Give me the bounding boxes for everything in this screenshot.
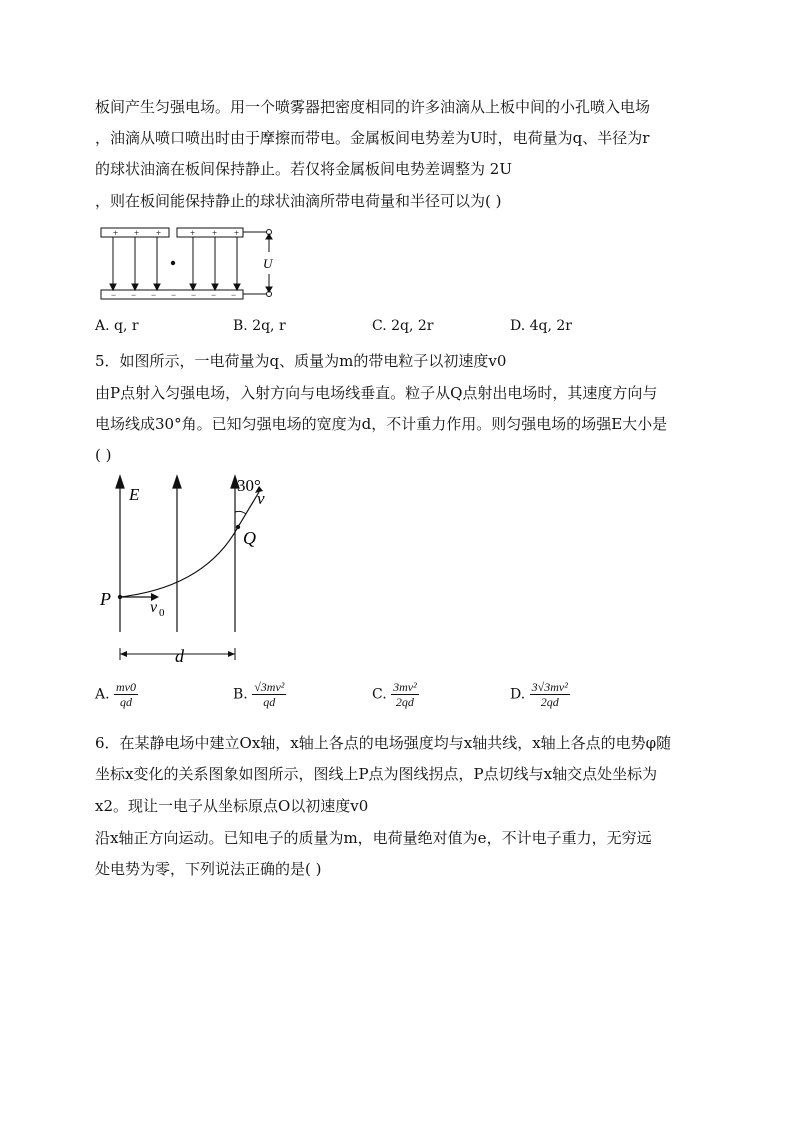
point-p-label: P bbox=[100, 589, 111, 609]
option-label: D. bbox=[510, 686, 526, 703]
v0-label: v bbox=[150, 599, 158, 616]
plus-sign: + bbox=[190, 228, 196, 238]
option-fraction: $\frac{\text{√3mv²}}{qd}$ bbox=[254, 680, 285, 709]
voltage-label: U bbox=[263, 256, 273, 271]
point-q-label: Q bbox=[243, 528, 256, 548]
q6-line-4: 沿x轴正方向运动。已知电子的质量为m，电荷量绝对值为e，不计电子重力，无穷远 bbox=[95, 829, 652, 847]
angle-label: 30° bbox=[237, 476, 261, 495]
minus-sign: − bbox=[151, 290, 157, 300]
point-q bbox=[236, 525, 240, 529]
option-fraction: $\frac{\text{3mv²}}{2qd}$ bbox=[393, 680, 417, 709]
plus-sign: + bbox=[134, 228, 140, 238]
q4-line-4: ，则在板间能保持静止的球状油滴所带电荷量和半径可以为( ) bbox=[95, 192, 502, 210]
plus-sign: + bbox=[156, 228, 162, 238]
q4-line-1: 板间产生匀强电场。用一个喷雾器把密度相同的许多油滴从上板中间的小孔喷入电场 bbox=[95, 98, 651, 116]
q5-line-2: 由P点射入匀强电场，入射方向与电场线垂直。粒子从Q点射出电场时，其速度方向与 bbox=[95, 384, 658, 402]
option-fraction: $\frac{mv0}{qd}$ bbox=[116, 680, 137, 709]
q4-option-a: A. q, r bbox=[95, 318, 139, 334]
q4-line-2: ，油滴从喷口喷出时由于摩擦而带电。金属板间电势差为U时，电荷量为q、半径为r bbox=[95, 129, 650, 147]
oil-droplet bbox=[171, 261, 175, 265]
velocity-label-v: v bbox=[257, 489, 265, 508]
v0-subscript: 0 bbox=[159, 607, 165, 619]
q4-line-3: 的球状油滴在板间保持静止。若仅将金属板间电势差调整为 2U bbox=[95, 160, 512, 178]
plus-sign: + bbox=[212, 228, 218, 238]
plus-sign: + bbox=[234, 228, 240, 238]
minus-sign: − bbox=[211, 290, 217, 300]
q6-line-1: 6．在某静电场中建立Ox轴，x轴上各点的电场强度均与x轴共线，x轴上各点的电势φ随 bbox=[95, 734, 672, 752]
option-label: B. bbox=[233, 686, 248, 703]
q5-option-d bbox=[510, 680, 570, 709]
q5-line-4: ( ) bbox=[95, 446, 112, 464]
q4-plate-figure bbox=[95, 222, 285, 304]
field-label-e: E bbox=[129, 485, 140, 504]
q4-option-c: C. 2q, 2r bbox=[372, 318, 434, 334]
plus-sign: + bbox=[113, 228, 119, 238]
q6-line-2: 坐标x变化的关系图象如图所示，图线上P点为图线拐点，P点切线与x轴交点处坐标为 bbox=[95, 765, 658, 783]
q4-option-b: B. 2q, r bbox=[233, 318, 286, 334]
q5-option-b bbox=[233, 680, 286, 709]
q6-line-3: x2。现让一电子从坐标原点O以初速度v0 bbox=[95, 797, 369, 815]
q4-option-d: D. 4q, 2r bbox=[510, 318, 572, 334]
width-label-d: d bbox=[175, 646, 184, 666]
q5-option-c bbox=[372, 680, 419, 709]
minus-sign: − bbox=[191, 290, 197, 300]
minus-sign: − bbox=[131, 290, 137, 300]
minus-sign: − bbox=[231, 290, 237, 300]
q5-line-3: 电场线成30°角。已知匀强电场的宽度为d，不计重力作用。则匀强电场的场强E大小是 bbox=[95, 415, 668, 433]
q5-option-a bbox=[95, 680, 138, 709]
q5-line-1: 5．如图所示，一电荷量为q、质量为m的带电粒子以初速度v0 bbox=[95, 352, 507, 370]
minus-sign: − bbox=[171, 290, 177, 300]
option-label: A. bbox=[95, 686, 110, 703]
option-fraction: $\frac{\text{3√3mv²}}{2qd}$ bbox=[531, 680, 568, 709]
minus-sign: − bbox=[111, 290, 117, 300]
option-label: C. bbox=[372, 686, 387, 703]
q6-line-5: 处电势为零，下列说法正确的是( ) bbox=[95, 860, 322, 878]
q5-field-figure bbox=[95, 472, 295, 672]
